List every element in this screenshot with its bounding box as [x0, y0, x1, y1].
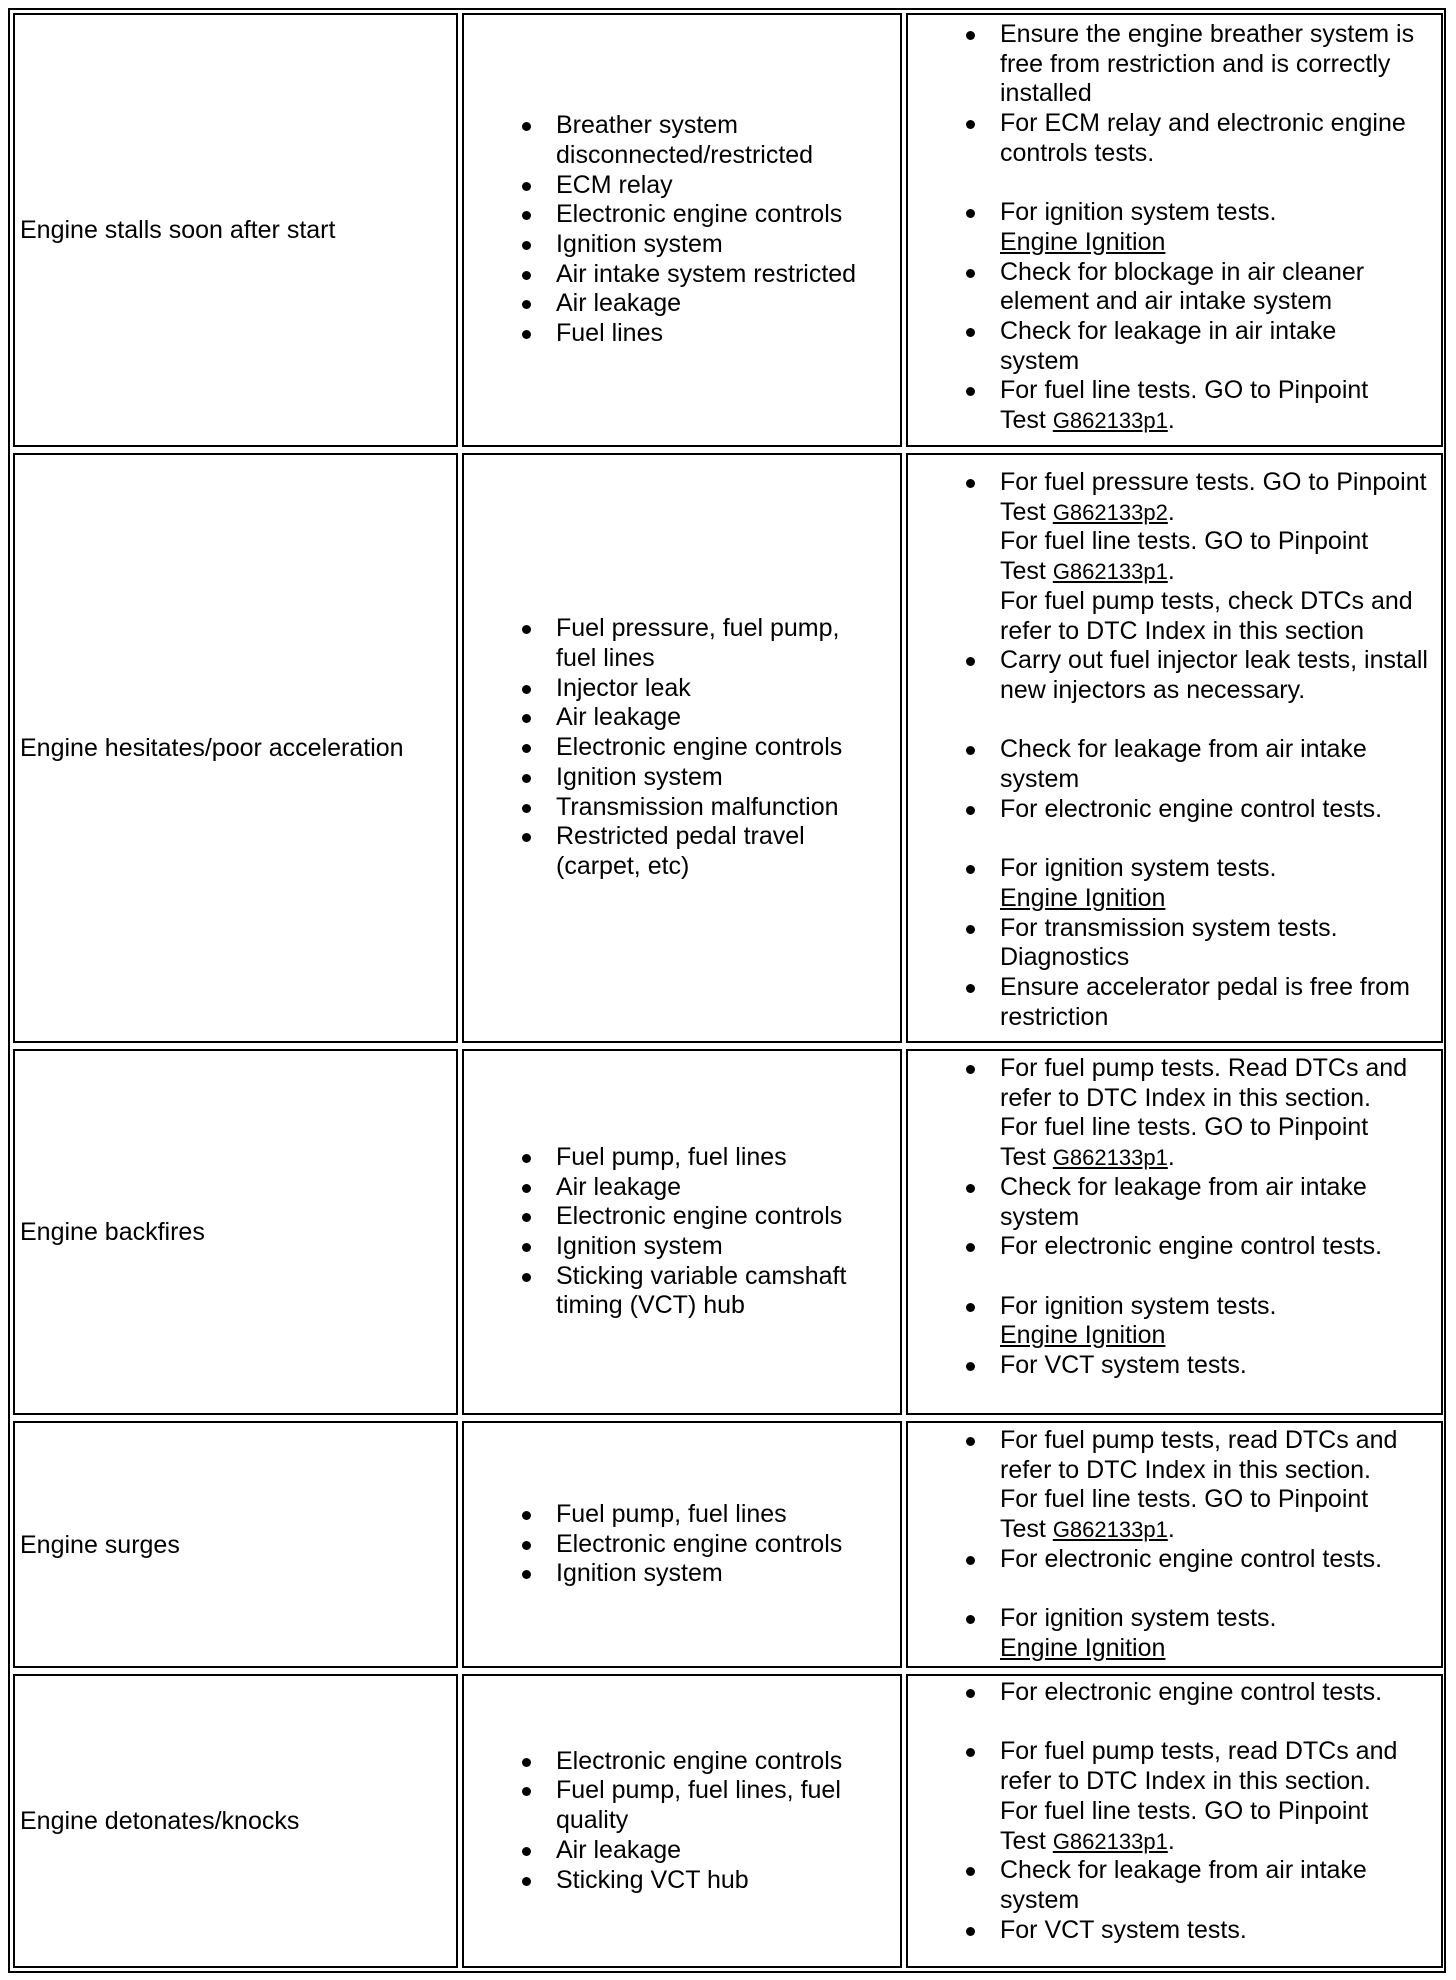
pinpoint-test-link[interactable]: G862133p1 [1052, 1828, 1168, 1854]
causes-list [464, 614, 900, 881]
list-item: For ECM relay and electronic engine controls tests. [1000, 109, 1440, 168]
list-item: Air intake system restricted [556, 260, 900, 290]
list-item: Fuel pressure, fuel pump, fuel lines [556, 614, 876, 673]
causes-cell [462, 1049, 902, 1415]
causes-list [464, 1747, 900, 1896]
list-item: Fuel pump, fuel lines [556, 1143, 900, 1173]
causes-cell [462, 13, 902, 447]
condition-text: Engine stalls soon after start [20, 216, 336, 244]
condition-text: Engine surges [20, 1530, 180, 1559]
table-row [10, 1046, 1444, 1418]
table-row [10, 1418, 1444, 1671]
list-item: Ignition system [556, 763, 900, 793]
list-item: For fuel pump tests, read DTCs and refer to DTC Index in this section. For fuel line tests. GO to Pinpoint Test G862133p1. [1000, 1426, 1443, 1545]
list-item: For electronic engine control tests. [1000, 1678, 1441, 1708]
list-item: For fuel pump tests. Read DTCs and refer to DTC Index in this section. For fuel line tests. GO to Pinpoint Test G862133p1. [1000, 1054, 1443, 1173]
list-item: For VCT system tests. [1000, 1351, 1441, 1381]
list-item: Fuel pump, fuel lines [556, 1500, 900, 1530]
list-item: For fuel pump tests, read DTCs and refer to DTC Index in this section. For fuel line tests. GO to Pinpoint Test G862133p1. [1000, 1737, 1443, 1856]
condition-cell [13, 1674, 458, 1968]
pinpoint-test-link[interactable]: G862133p1 [1052, 1517, 1168, 1543]
table-row [10, 1671, 1444, 1971]
list-item: Restricted pedal travel (carpet, etc) [556, 822, 856, 881]
pinpoint-test-link[interactable]: G862133p1 [1052, 559, 1168, 585]
list-item: Check for leakage from air intake system [1000, 1173, 1420, 1232]
causes-cell [462, 1421, 902, 1668]
list-item: ECM relay [556, 171, 900, 201]
causes-list [464, 1143, 900, 1321]
list-item: Sticking VCT hub [556, 1866, 900, 1896]
list-item: Injector leak [556, 674, 900, 704]
list-item: For electronic engine control tests. [1000, 1232, 1441, 1262]
list-item: Air leakage [556, 1836, 900, 1866]
list-item: Sticking variable camshaft timing (VCT) hub [556, 1262, 876, 1321]
list-item: For transmission system tests. Diagnostics [1000, 914, 1441, 973]
list-item: For fuel line tests. GO to Pinpoint Test G862133p1. [1000, 376, 1400, 435]
causes-list [464, 111, 900, 349]
list-item: For VCT system tests. [1000, 1916, 1441, 1946]
actions-list [908, 468, 1441, 1032]
list-item: Ensure the engine breather system is free from restriction and is correctly installed [1000, 20, 1430, 109]
actions-cell [906, 1674, 1443, 1968]
actions-cell [906, 1049, 1443, 1415]
actions-cell [906, 453, 1443, 1043]
condition-cell [13, 1049, 458, 1415]
condition-cell [13, 13, 458, 447]
list-item: For ignition system tests. Engine Ignition [1000, 1604, 1441, 1663]
pinpoint-test-link[interactable]: G862133p2 [1052, 499, 1168, 525]
engine-ignition-link[interactable]: Engine Ignition [1000, 227, 1166, 256]
list-item: For electronic engine control tests. [1000, 795, 1441, 825]
list-item: Electronic engine controls [556, 1530, 900, 1560]
list-item: Air leakage [556, 289, 900, 319]
condition-cell [13, 453, 458, 1043]
list-item: Check for leakage from air intake system [1000, 1856, 1420, 1915]
pinpoint-test-link[interactable]: G862133p1 [1052, 408, 1168, 434]
engine-ignition-link[interactable]: Engine Ignition [1000, 1321, 1166, 1350]
list-item: Check for leakage in air intake system [1000, 317, 1400, 376]
causes-cell [462, 453, 902, 1043]
diagnosis-table [8, 8, 1446, 1973]
list-item: Fuel lines [556, 319, 900, 349]
table-row [10, 10, 1444, 450]
list-item: Air leakage [556, 703, 900, 733]
list-item: For electronic engine control tests. [1000, 1545, 1441, 1575]
actions-list [908, 1678, 1441, 1945]
actions-cell [906, 13, 1443, 447]
condition-text: Engine backfires [20, 1218, 205, 1246]
list-item: Check for blockage in air cleaner element and air intake system [1000, 258, 1400, 317]
list-item: For ignition system tests. Engine Ignition [1000, 854, 1441, 913]
list-item: Electronic engine controls [556, 733, 900, 763]
list-item: Electronic engine controls [556, 1202, 900, 1232]
pinpoint-test-link[interactable]: G862133p1 [1052, 1145, 1168, 1171]
condition-text: Engine hesitates/poor acceleration [20, 734, 404, 762]
list-item: Ignition system [556, 1232, 900, 1262]
list-item: Carry out fuel injector leak tests, install new injectors as necessary. [1000, 646, 1440, 705]
list-item: For fuel pressure tests. GO to Pinpoint Test G862133p2. For fuel line tests. GO to Pinpoint Test G862133p1. For fuel pump tests, check DTCs and refer to DTC Index in this section [1000, 468, 1443, 646]
list-item: For ignition system tests. Engine Ignition [1000, 198, 1441, 257]
table-row [10, 450, 1444, 1046]
list-item: Transmission malfunction [556, 793, 900, 823]
list-item: Ignition system [556, 1559, 900, 1589]
causes-list [464, 1500, 900, 1589]
actions-list [908, 20, 1441, 436]
list-item: Electronic engine controls [556, 1747, 900, 1777]
list-item: Ensure accelerator pedal is free from restriction [1000, 973, 1443, 1032]
actions-cell [906, 1421, 1443, 1668]
condition-text: Engine detonates/knocks [20, 1807, 300, 1835]
causes-cell [462, 1674, 902, 1968]
condition-cell [13, 1421, 458, 1668]
list-item: Breather system disconnected/restricted [556, 111, 826, 170]
actions-list [908, 1054, 1441, 1381]
list-item: Fuel pump, fuel lines, fuel quality [556, 1776, 876, 1835]
actions-list [908, 1426, 1441, 1664]
list-item: Electronic engine controls [556, 200, 900, 230]
list-item: Check for leakage from air intake system [1000, 735, 1420, 794]
engine-ignition-link[interactable]: Engine Ignition [1000, 883, 1166, 912]
engine-ignition-link[interactable]: Engine Ignition [1000, 1633, 1166, 1662]
list-item: Air leakage [556, 1173, 900, 1203]
list-item: For ignition system tests. Engine Ignition [1000, 1292, 1441, 1351]
list-item: Ignition system [556, 230, 900, 260]
